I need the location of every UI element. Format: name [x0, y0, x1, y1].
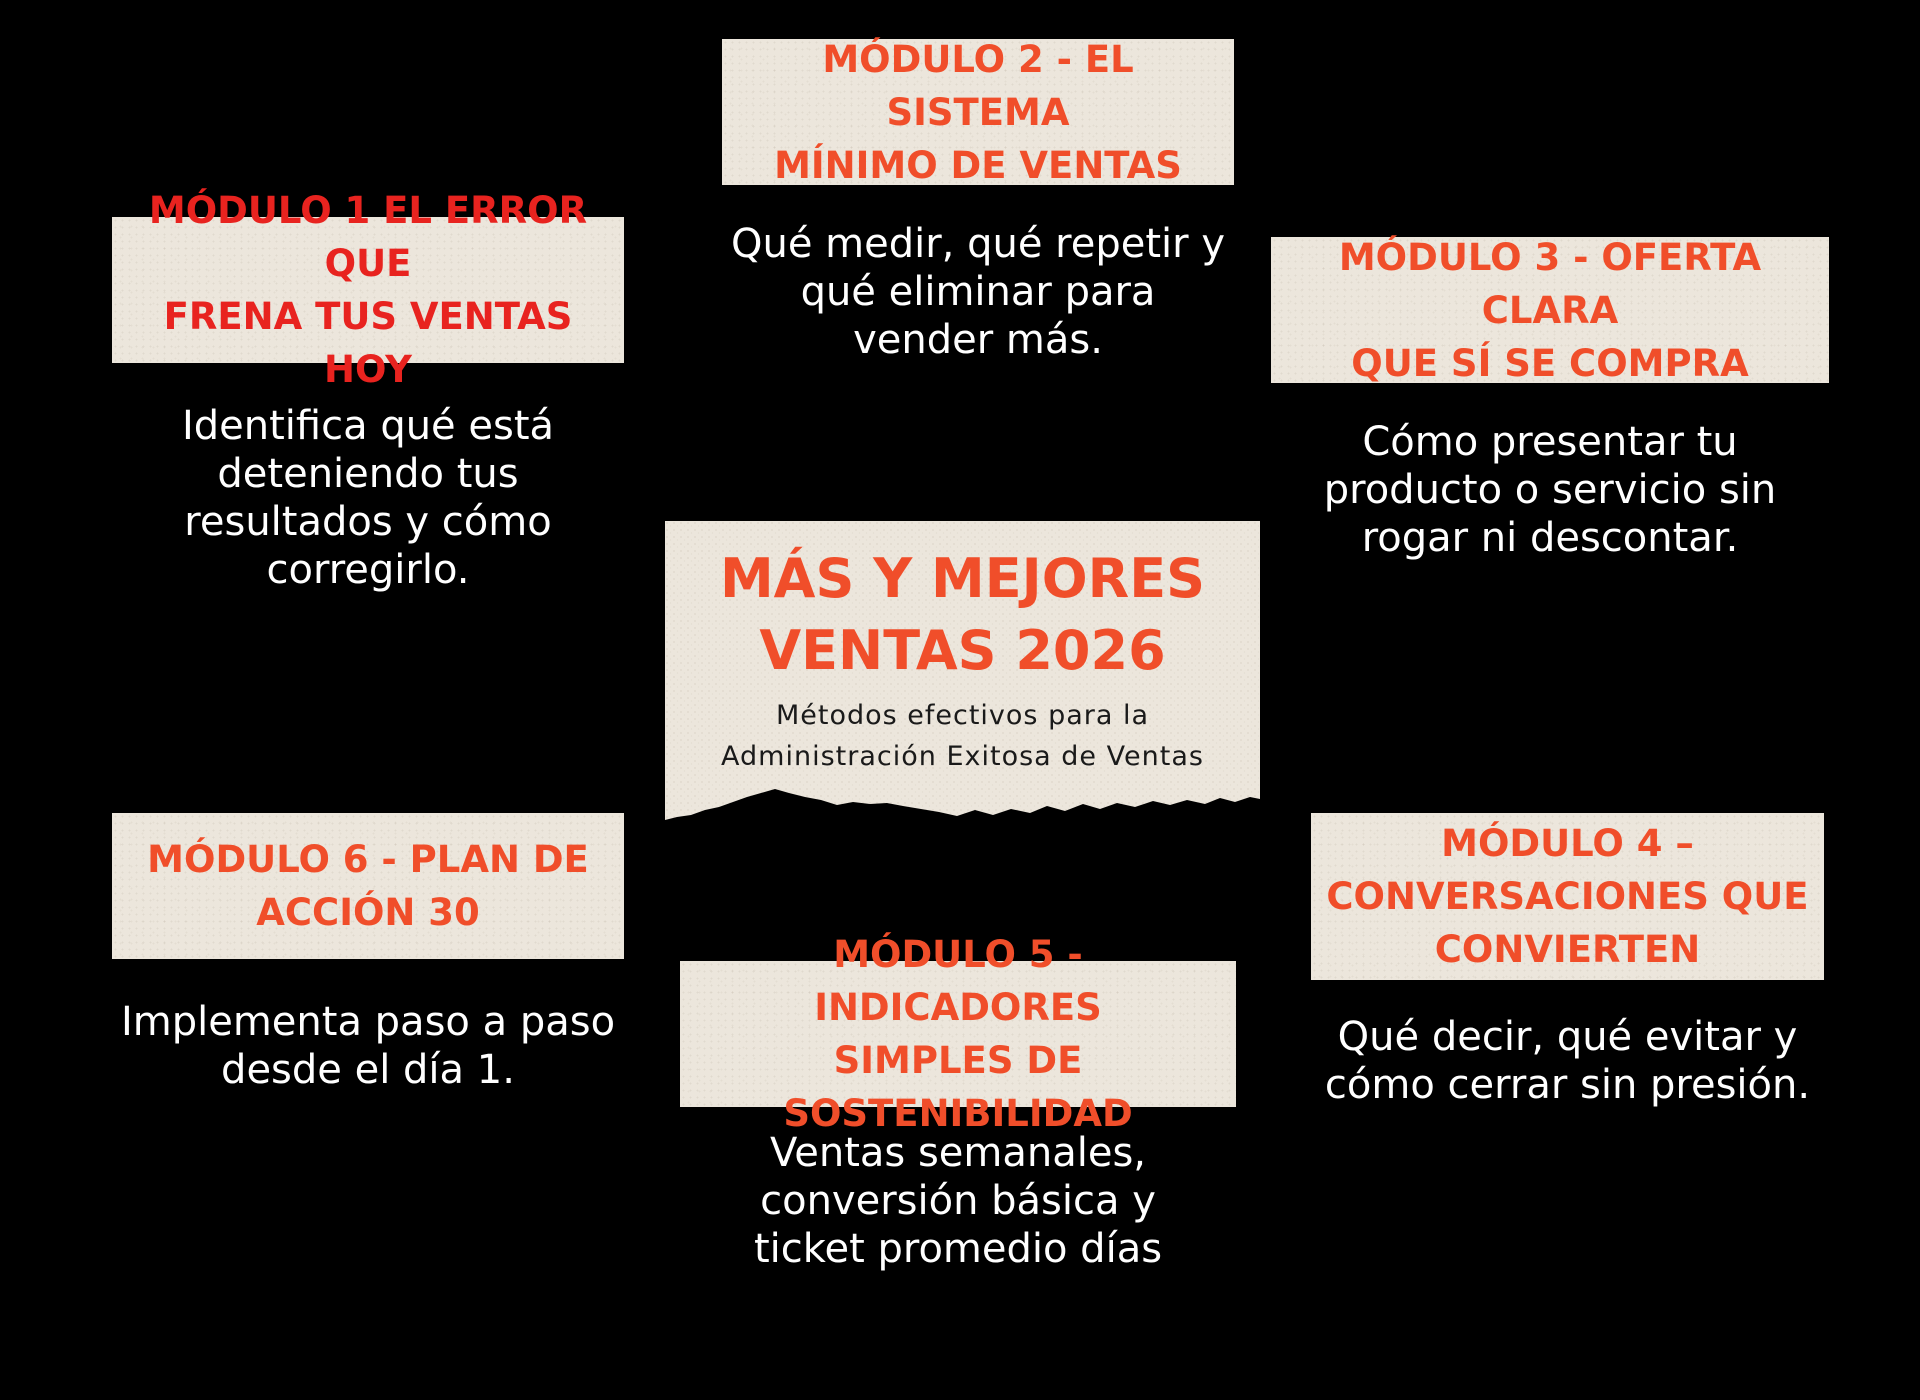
- module-3-desc-line-3: rogar ni descontar.: [1361, 515, 1739, 561]
- module-1-title-line-2: FRENA TUS VENTAS HOY: [163, 295, 573, 391]
- module-1-desc-line-3: resultados y cómo: [184, 499, 552, 545]
- module-2-title-line-1: MÓDULO 2 - EL SISTEMA: [822, 37, 1134, 134]
- module-2-label: [722, 39, 1234, 185]
- module-4-description: [1291, 1013, 1844, 1109]
- module-6-title-line-1: MÓDULO 6 - PLAN DE: [147, 838, 589, 881]
- module-1-label: [112, 189, 624, 391]
- module-3-title-line-1: MÓDULO 3 - OFERTA CLARA: [1338, 235, 1762, 332]
- module-4-desc-line-2: cómo cerrar sin presión.: [1324, 1062, 1811, 1108]
- module-4-label: [1311, 813, 1824, 980]
- module-3-title-line-2: QUE SÍ SE COMPRA: [1351, 341, 1749, 385]
- module-1-desc-line-4: corregirlo.: [266, 547, 470, 593]
- module-2-desc-line-3: vender más.: [853, 317, 1103, 363]
- module-6-desc-line-2: desde el día 1.: [221, 1047, 515, 1093]
- module-1-title-line-1: MÓDULO 1 EL ERROR QUE: [148, 189, 588, 285]
- center-subtitle-line-1: Métodos efectivos para la: [775, 700, 1150, 731]
- module-5-desc-line-3: ticket promedio días: [753, 1226, 1163, 1272]
- module-2-title-line-2: MÍNIMO DE VENTAS: [774, 143, 1182, 187]
- center-subtitle: [665, 695, 1260, 777]
- module-6-desc-line-1: Implementa paso a paso: [120, 999, 616, 1045]
- module-2-description: [722, 220, 1234, 364]
- module-1-title: [122, 184, 614, 396]
- module-4-title-line-3: CONVIERTEN: [1434, 928, 1701, 971]
- module-2-title: [732, 33, 1224, 192]
- module-1-desc-line-1: Identifica qué está: [181, 403, 555, 449]
- module-4-title: [1326, 817, 1808, 976]
- module-3-label: [1271, 237, 1829, 383]
- module-6-title: [147, 833, 589, 939]
- module-3-desc-line-1: Cómo presentar tu: [1362, 419, 1738, 465]
- module-4-desc-line-1: Qué decir, qué evitar y: [1337, 1014, 1798, 1060]
- module-6-description: [112, 998, 624, 1094]
- module-1-description: [112, 402, 624, 594]
- module-3-description: [1271, 418, 1829, 562]
- module-2-desc-line-1: Qué medir, qué repetir y: [731, 221, 1225, 267]
- module-3-title: [1281, 231, 1819, 390]
- module-1-desc-line-2: deteniendo tus: [217, 451, 519, 497]
- module-5-description: [680, 1129, 1236, 1273]
- center-title-line-2: VENTAS 2026: [759, 619, 1166, 682]
- module-6-label: [112, 813, 624, 959]
- module-4-title-line-2: CONVERSACIONES QUE: [1326, 875, 1809, 918]
- center-title: [665, 543, 1260, 687]
- module-5-title-line-2: SIMPLES DE SOSTENIBILIDAD: [783, 1039, 1133, 1135]
- module-4-title-line-1: MÓDULO 4 –: [1441, 822, 1694, 865]
- center-title-card: [665, 521, 1260, 811]
- module-3-desc-line-2: producto o servicio sin: [1323, 467, 1777, 513]
- module-6-title-line-2: ACCIÓN 30: [256, 891, 480, 934]
- module-5-desc-line-1: Ventas semanales,: [769, 1130, 1147, 1176]
- module-5-label: [680, 933, 1236, 1135]
- module-5-title-line-1: MÓDULO 5 - INDICADORES: [814, 933, 1102, 1029]
- module-5-desc-line-2: conversión básica y: [760, 1178, 1156, 1224]
- center-title-line-1: MÁS Y MEJORES: [719, 547, 1206, 610]
- center-subtitle-line-2: Administración Exitosa de Ventas: [721, 741, 1204, 772]
- module-5-title: [690, 928, 1226, 1140]
- module-2-desc-line-2: qué eliminar para: [800, 269, 1156, 315]
